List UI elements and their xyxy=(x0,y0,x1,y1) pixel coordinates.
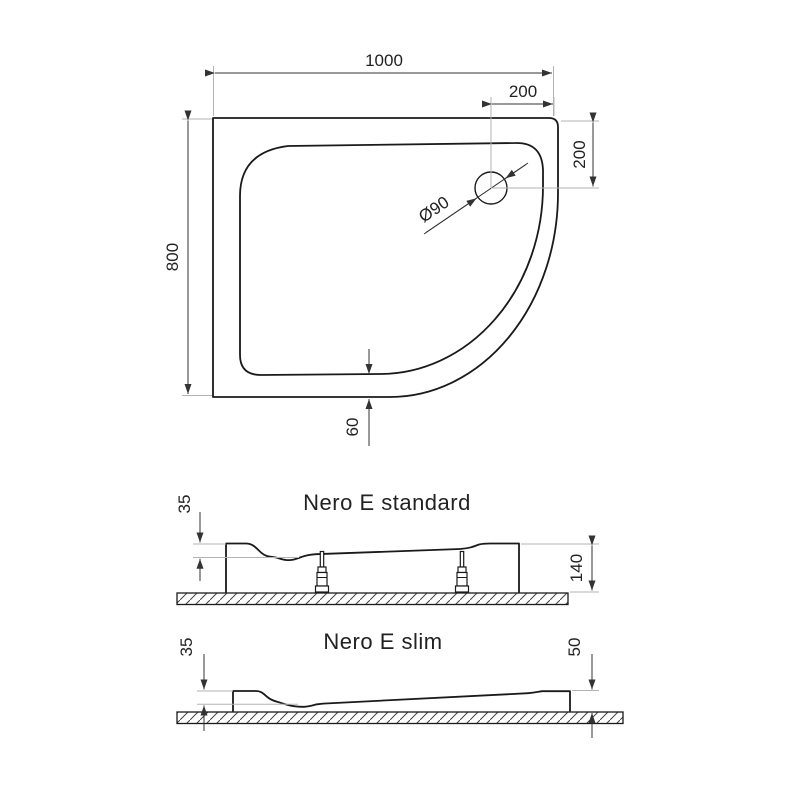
slim-dim-35-label: 35 xyxy=(177,637,196,657)
standard-tray-profile xyxy=(226,544,519,593)
dim-1000-label: 1000 xyxy=(365,51,403,70)
standard-dim-35-label: 35 xyxy=(175,494,194,514)
tray-inner-rim xyxy=(240,143,543,375)
slim-dim-50-label: 50 xyxy=(565,637,584,657)
slim-title: Nero E slim xyxy=(323,629,443,654)
dim-200v-label: 200 xyxy=(570,140,589,169)
standard-foot-right xyxy=(456,552,469,593)
standard-title: Nero E standard xyxy=(303,490,471,515)
standard-floor xyxy=(177,593,568,605)
standard-dim-140-label: 140 xyxy=(567,553,586,583)
standard-foot-left xyxy=(316,552,329,593)
dim-60-label: 60 xyxy=(343,417,362,437)
drain-leader-arrow-upper xyxy=(506,165,527,179)
slim-floor xyxy=(177,712,623,724)
plan-view xyxy=(163,51,599,446)
dim-200h-label: 200 xyxy=(508,82,538,101)
tray-outer-outline xyxy=(213,118,558,397)
standard-section-view xyxy=(175,490,599,605)
drain-diameter-label: Ø90 xyxy=(415,192,453,227)
slim-section-view xyxy=(177,629,623,738)
slim-tray-profile xyxy=(233,691,570,711)
dim-800-label: 800 xyxy=(163,242,182,272)
